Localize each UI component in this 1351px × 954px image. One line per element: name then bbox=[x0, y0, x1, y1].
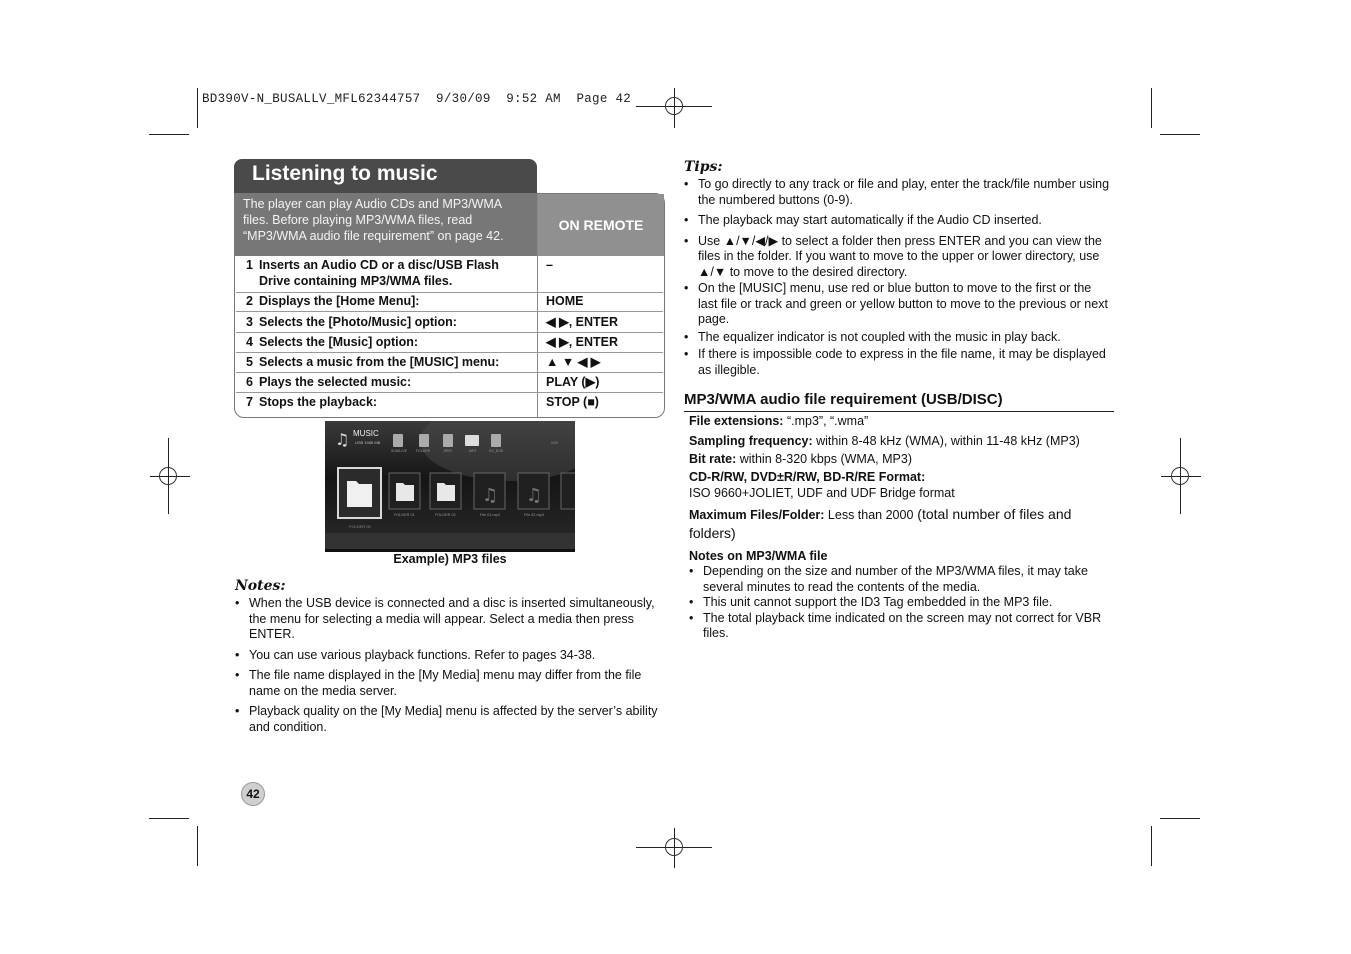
step-number: 2 bbox=[246, 294, 253, 308]
selected-folder-icon bbox=[347, 481, 372, 507]
step-number: 5 bbox=[246, 355, 253, 369]
notes-heading: Notes: bbox=[235, 578, 286, 594]
step-key: ◀ ▶, ENTER bbox=[546, 335, 619, 349]
top-label: JPEG bbox=[443, 449, 453, 453]
row-divider bbox=[236, 311, 663, 312]
row-divider bbox=[236, 352, 663, 353]
music-menu-graphic bbox=[325, 421, 575, 549]
step-text: Selects the [Photo/Music] option: bbox=[259, 315, 457, 329]
item-label: File 01.mp3 bbox=[480, 513, 500, 517]
step-text: Plays the selected music: bbox=[259, 375, 412, 389]
table-column-divider bbox=[537, 194, 538, 417]
music-file-icon: ♫ bbox=[482, 485, 499, 506]
row-divider bbox=[236, 332, 663, 333]
music-file-icon: ♫ bbox=[526, 485, 543, 506]
step-key: ◀ ▶, ENTER bbox=[546, 315, 619, 329]
intro-text: The player can play Audio CDs and MP3/WMA files. Before playing MP3/WMA files, read “MP3/WMA audio file requirement” on page 42. bbox=[235, 194, 537, 256]
music-menu-screenshot bbox=[325, 421, 575, 552]
step-number: 6 bbox=[246, 375, 253, 389]
disc-format bbox=[689, 470, 1109, 501]
step-key: PLAY (▶) bbox=[546, 375, 600, 389]
list-item: • The file name displayed in the [My Media] menu may differ from the file name on the media server. bbox=[235, 668, 660, 699]
row-divider bbox=[236, 372, 663, 373]
sampling-frequency bbox=[689, 434, 1109, 450]
file-notes-heading: Notes on MP3/WMA file bbox=[689, 549, 828, 563]
step-text: Inserts an Audio CD or a disc/USB Flash Drive containing MP3/WMA files. bbox=[259, 258, 499, 288]
step-key: STOP (■) bbox=[546, 395, 599, 409]
step-key: ▲ ▼ ◀ ▶ bbox=[546, 355, 601, 369]
folder-icon bbox=[396, 483, 414, 501]
item-label: File 02.mp3 bbox=[524, 513, 544, 517]
list-item: • If there is impossible code to express in the file name, it may be displayed as illegible. bbox=[684, 347, 1114, 378]
folder-icon bbox=[437, 483, 455, 501]
top-label: SUN/LIVE bbox=[391, 449, 407, 453]
step-number: 4 bbox=[246, 335, 253, 349]
field-extra: (total number of files and folders) bbox=[689, 506, 1072, 541]
list-item: • The equalizer indicator is not coupled with the music in play back. bbox=[684, 330, 1114, 346]
field-label: Maximum Files/Folder: bbox=[689, 508, 825, 522]
step-number: 3 bbox=[246, 315, 253, 329]
field-label: Bit rate: bbox=[689, 452, 737, 466]
field-value: Less than 2000 bbox=[824, 508, 914, 522]
figure-caption: Example) MP3 files bbox=[393, 552, 507, 566]
step-text: Selects a music from the [MUSIC] menu: bbox=[259, 355, 500, 369]
field-label: Sampling frequency: bbox=[689, 434, 813, 448]
field-value: ISO 9660+JOLIET, UDF and UDF Bridge format bbox=[689, 485, 955, 500]
top-folder-icon bbox=[443, 434, 453, 447]
list-item: • The total playback time indicated on the screen may not correct for VBR files. bbox=[689, 611, 1109, 642]
list-item: • Depending on the size and number of the MP3/WMA files, it may take several minutes to read the contents of the media. bbox=[689, 564, 1109, 595]
list-item: • You can use various playback functions. Refer to pages 34-38. bbox=[235, 648, 660, 664]
top-folder-icon bbox=[393, 434, 403, 447]
field-value: within 8-320 kbps (WMA, MP3) bbox=[736, 452, 912, 466]
on-remote-header: ON REMOTE bbox=[538, 194, 664, 256]
top-label: MP3 bbox=[469, 449, 477, 453]
step-number: 1 bbox=[246, 258, 253, 272]
list-item: • The playback may start automatically if the Audio CD inserted. bbox=[684, 213, 1114, 229]
file-extensions bbox=[689, 414, 1109, 430]
list-item: • To go directly to any track or file and play, enter the track/file number using the numbered buttons (0-9). bbox=[684, 177, 1114, 208]
row-divider bbox=[236, 292, 663, 293]
top-folder-icon bbox=[419, 434, 429, 447]
item-label: FOLDER 01 bbox=[394, 513, 415, 517]
print-header: BD390V-N_BUSALLV_MFL62344757 9/30/09 9:52 AM Page 42 bbox=[202, 92, 632, 106]
top-folder-icon bbox=[465, 435, 479, 446]
screen-title: MUSIC bbox=[353, 429, 379, 438]
page-title: Listening to music bbox=[234, 159, 537, 195]
list-item: • Use ▲/▼/◀/▶ to select a folder then press ENTER and you can view the files in the folder. If you want to move to the upper or lower directory, use ▲/▼ to move to the desired directory. bbox=[684, 234, 1114, 281]
section-rule bbox=[684, 411, 1114, 412]
list-item: • Playback quality on the [My Media] menu is affected by the server’s ability and condition. bbox=[235, 704, 660, 735]
notes-list bbox=[235, 596, 660, 735]
step-number: 7 bbox=[246, 395, 253, 409]
selected-label: FOLDER 00 bbox=[349, 524, 371, 529]
music-note-icon: ♫ bbox=[335, 430, 350, 449]
step-text: Selects the [Music] option: bbox=[259, 335, 419, 349]
max-files bbox=[689, 505, 1109, 543]
tips-heading: Tips: bbox=[684, 159, 723, 175]
list-item: • When the USB device is connected and a disc is inserted simultaneously, the menu for selecting a media will appear. Select a media then press ENTER. bbox=[235, 596, 660, 643]
screen-subtitle: USB 1988 MB bbox=[355, 440, 381, 445]
top-label: DV_DVD bbox=[489, 449, 504, 453]
list-item: • On the [MUSIC] menu, use red or blue button to move to the first or the last file or track and green or yellow button to move to the previous or next page. bbox=[684, 281, 1114, 328]
field-label: File extensions: bbox=[689, 414, 784, 428]
requirement-title: MP3/WMA audio file requirement (USB/DISC) bbox=[684, 391, 1003, 408]
top-label: FOLDER bbox=[416, 449, 431, 453]
field-label: CD-R/RW, DVD±R/RW, BD-R/RE Format: bbox=[689, 470, 926, 484]
row-divider bbox=[236, 392, 663, 393]
tips-list bbox=[684, 177, 1114, 378]
top-folder-icon bbox=[491, 434, 501, 447]
step-key: – bbox=[546, 258, 553, 272]
item-label: FOLDER 02 bbox=[435, 513, 456, 517]
bit-rate bbox=[689, 452, 1109, 468]
screen-corner-text: 1/20 bbox=[551, 441, 558, 445]
field-value: “.mp3”, “.wma” bbox=[783, 414, 869, 428]
file-notes-list bbox=[689, 564, 1109, 642]
list-item: • This unit cannot support the ID3 Tag embedded in the MP3 file. bbox=[689, 595, 1109, 611]
step-key: HOME bbox=[546, 294, 584, 308]
step-text: Displays the [Home Menu]: bbox=[259, 294, 420, 308]
step-text: Stops the playback: bbox=[259, 395, 378, 409]
field-value: within 8-48 kHz (WMA), within 11-48 kHz (MP3) bbox=[812, 434, 1080, 448]
page-number: 42 bbox=[241, 782, 265, 806]
